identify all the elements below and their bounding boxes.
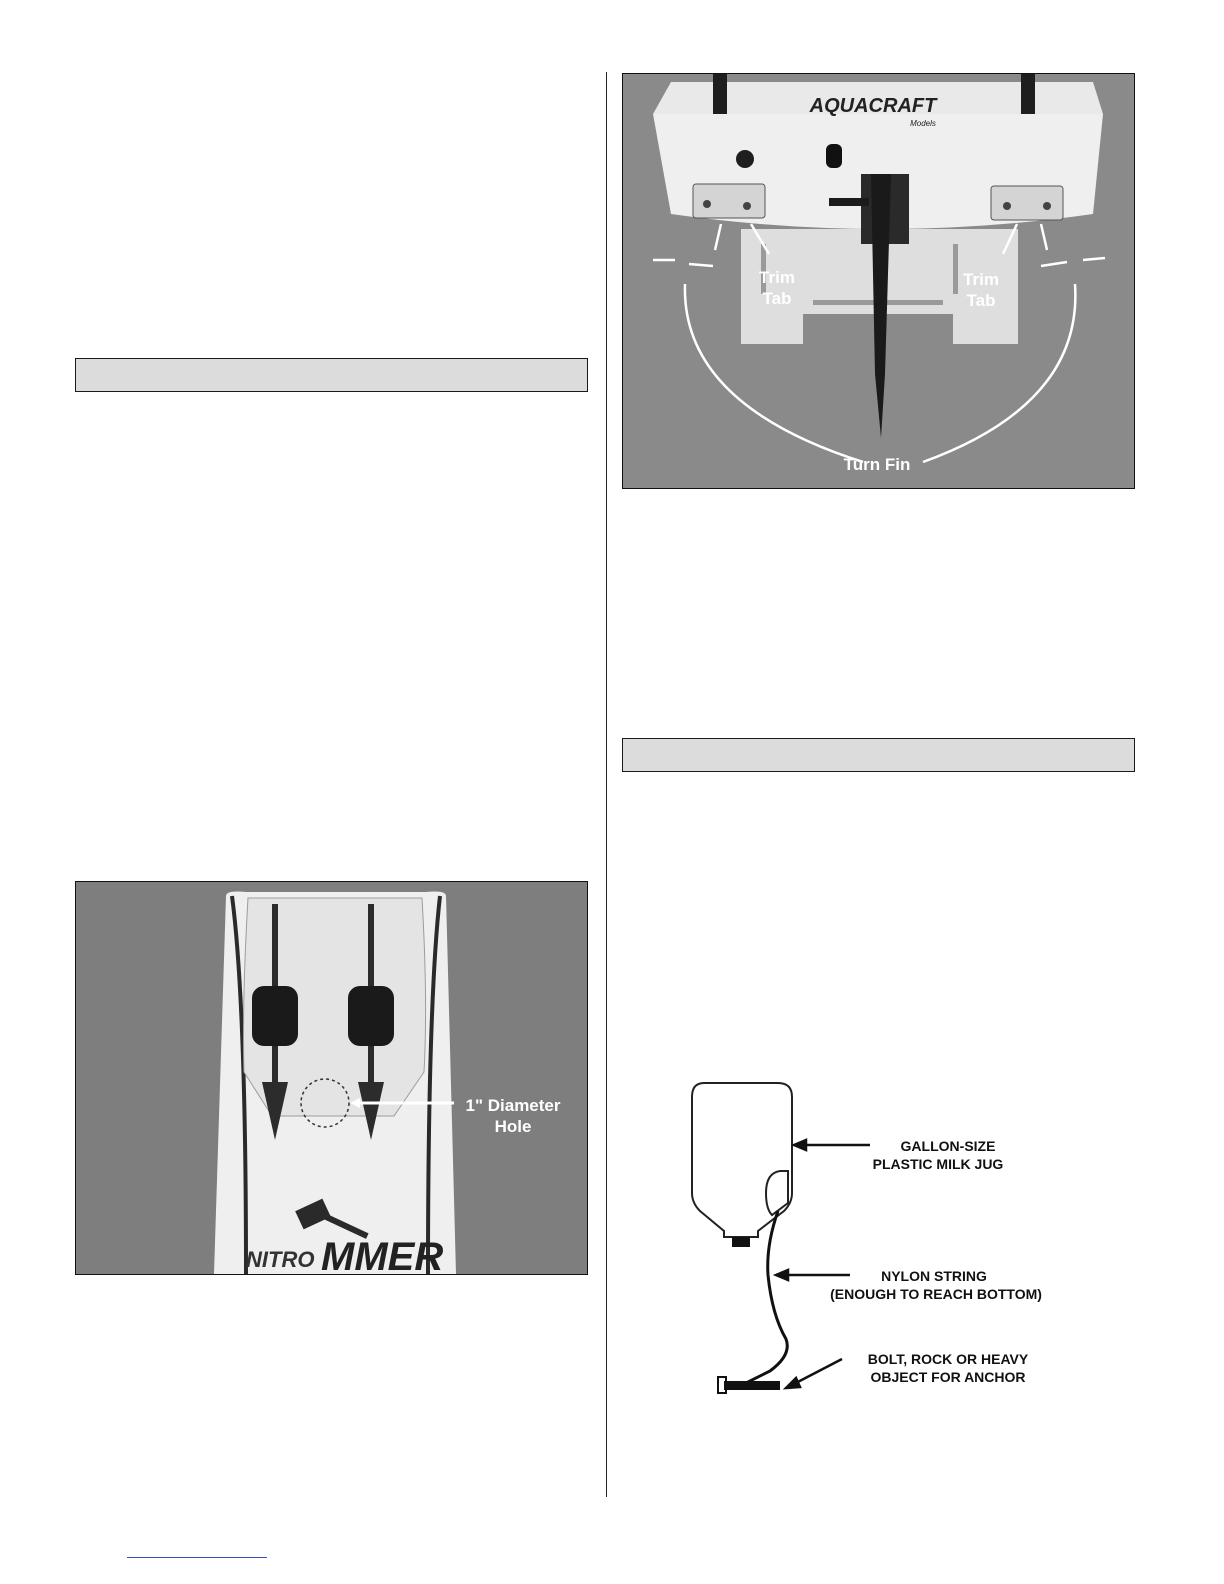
jug-label-line1: GALLON-SIZE xyxy=(900,1138,996,1154)
marker-buoy-illustration xyxy=(680,1075,1070,1415)
marker-buoy-diagram xyxy=(680,1075,1070,1415)
hole-label-line2: Hole xyxy=(494,1117,532,1136)
stern-trim-tab-photo xyxy=(622,73,1135,489)
deck-photo-illustration xyxy=(76,882,587,1274)
hull-lettering-nitro: NITRO xyxy=(246,1247,315,1272)
trim-tab-left-label-line2: Tab xyxy=(762,289,792,308)
anchor-label-line2: OBJECT FOR ANCHOR xyxy=(870,1369,1026,1385)
string-label-line2: (ENOUGH TO REACH BOTTOM) xyxy=(830,1286,1042,1302)
deck-hole-photo xyxy=(75,881,588,1275)
brand-logo-subtext: Models xyxy=(910,119,936,128)
hole-label-line1: 1" Diameter xyxy=(465,1096,561,1115)
column-divider xyxy=(606,72,607,1497)
trim-tab-left-label-line1: Trim xyxy=(759,268,795,287)
brand-logo-text: AQUACRAFT xyxy=(809,95,937,117)
turn-fin-label: Turn Fin xyxy=(843,455,911,474)
string-label-line1: NYLON STRING xyxy=(881,1268,987,1284)
jug-label-line2: PLASTIC MILK JUG xyxy=(872,1156,1004,1172)
section-header-bar-right xyxy=(622,738,1135,772)
footer-link-underline xyxy=(127,1557,267,1558)
anchor-label-line1: BOLT, ROCK OR HEAVY xyxy=(867,1351,1029,1367)
trim-tab-right-label-line1: Trim xyxy=(963,270,999,289)
hull-lettering-hammer: MMER xyxy=(321,1235,444,1274)
section-header-bar-left xyxy=(75,358,588,392)
stern-photo-illustration xyxy=(623,74,1134,488)
trim-tab-right-label-line2: Tab xyxy=(966,291,996,310)
